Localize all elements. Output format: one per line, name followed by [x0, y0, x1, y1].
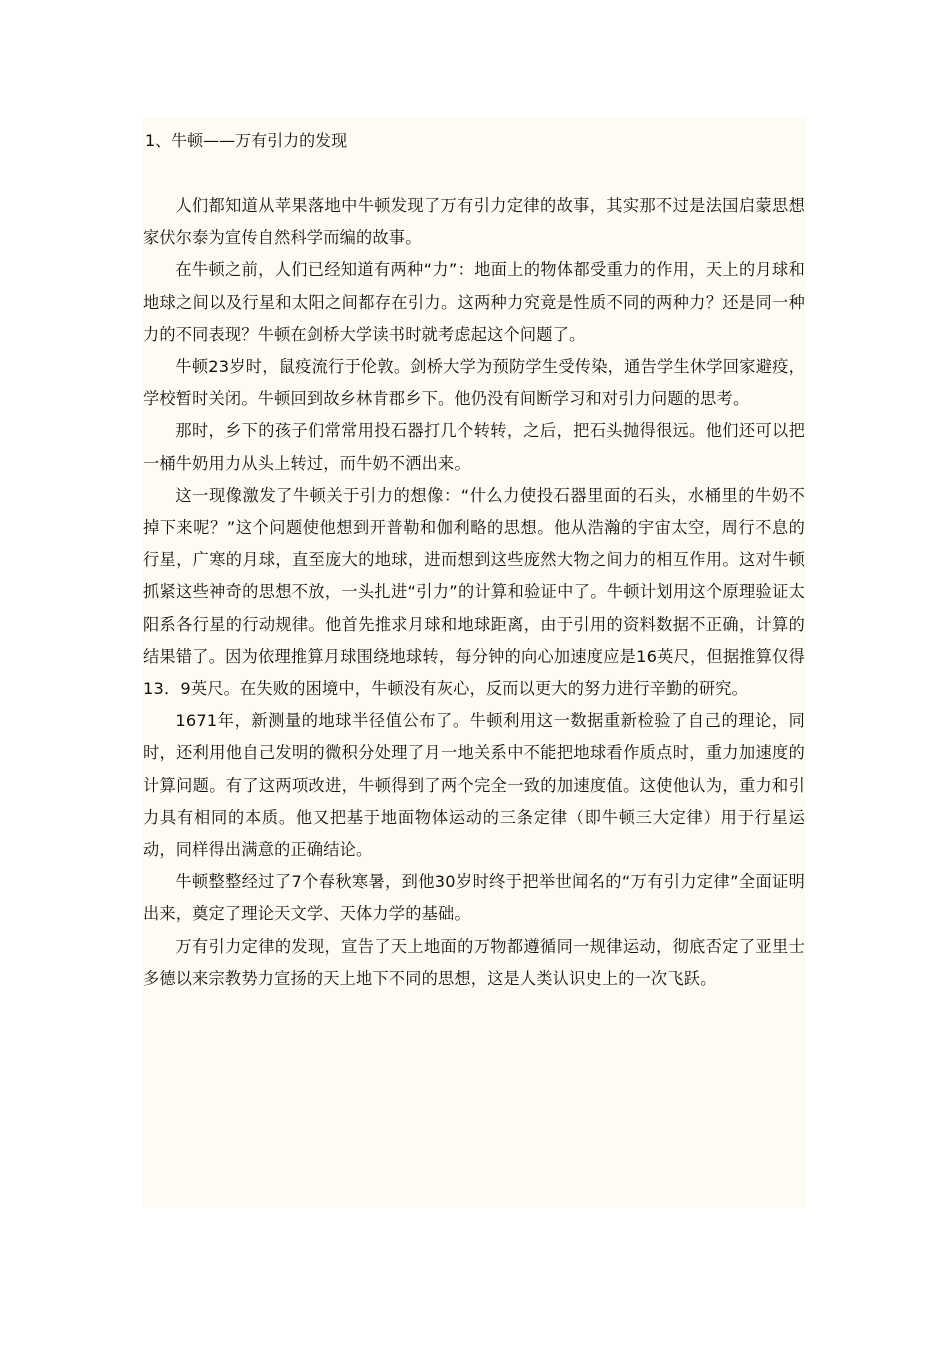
- document-title: 1、牛顿——万有引力的发现: [145, 131, 348, 150]
- paragraph-7: 牛顿整整经过了7个春秋寒暑，到他30岁时终于把举世闻名的“万有引力定律”全面证明出来，奠定了理论天文学、天体力学的基础。: [143, 872, 805, 924]
- paragraph-2: 在牛顿之前，人们已经知道有两种“力”：地面上的物体都受重力的作用，天上的月球和地球之间以及行星和太阳之间都存在引力。这两种力究竟是性质不同的两种力？还是同一种力的不同表现？牛顿在剑桥大学读书时就考虑起这个问题了。: [143, 260, 805, 344]
- document-body: [143, 190, 805, 995]
- paragraph-1: 人们都知道从苹果落地中牛顿发现了万有引力定律的故事，其实那不过是法国启蒙思想家伏尔泰为宣传自然科学而编的故事。: [143, 196, 805, 248]
- document-page: [143, 118, 805, 1208]
- paragraph-6: 1671年，新测量的地球半径值公布了。牛顿利用这一数据重新检验了自己的理论，同时，还利用他自己发明的微积分处理了月一地关系中不能把地球看作质点时，重力加速度的计算问题。有了这两项改进，牛顿得到了两个完全一致的加速度值。这使他认为，重力和引力具有相同的本质。他又把基于地面物体运动的三条定律（即牛顿三大定律）用于行星运动，同样得出满意的正确结论。: [143, 711, 805, 860]
- paragraph-5: 这一现像激发了牛顿关于引力的想像：“什么力使投石器里面的石头，水桶里的牛奶不掉下来呢？”这个问题使他想到开普勒和伽利略的思想。他从浩瀚的宇宙太空，周行不息的行星，广寒的月球，直至庞大的地球，进而想到这些庞然大物之间力的相互作用。这对牛顿抓紧这些神奇的思想不放，一头扎进“引力”的计算和验证中了。牛顿计划用这个原理验证太阳系各行星的行动规律。他首先推求月球和地球距离，由于引用的资料数据不正确，计算的结果错了。因为依理推算月球围绕地球转，每分钟的向心加速度应是16英尺，但据推算仅得13．9英尺。在失败的困境中，牛顿没有灰心，反而以更大的努力进行辛勤的研究。: [143, 485, 805, 699]
- paragraph-8: 万有引力定律的发现，宣告了天上地面的万物都遵循同一规律运动，彻底否定了亚里士多德以来宗教势力宣扬的天上地下不同的思想，这是人类认识史上的一次飞跃。: [143, 936, 805, 988]
- paragraph-3: 牛顿23岁时，鼠疫流行于伦敦。剑桥大学为预防学生受传染，通告学生休学回家避疫，学校暂时关闭。牛顿回到故乡林肯郡乡下。他仍没有间断学习和对引力问题的思考。: [143, 357, 805, 409]
- paragraph-4: 那时，乡下的孩子们常常用投石器打几个转转，之后，把石头抛得很远。他们还可以把一桶牛奶用力从头上转过，而牛奶不洒出来。: [143, 421, 805, 473]
